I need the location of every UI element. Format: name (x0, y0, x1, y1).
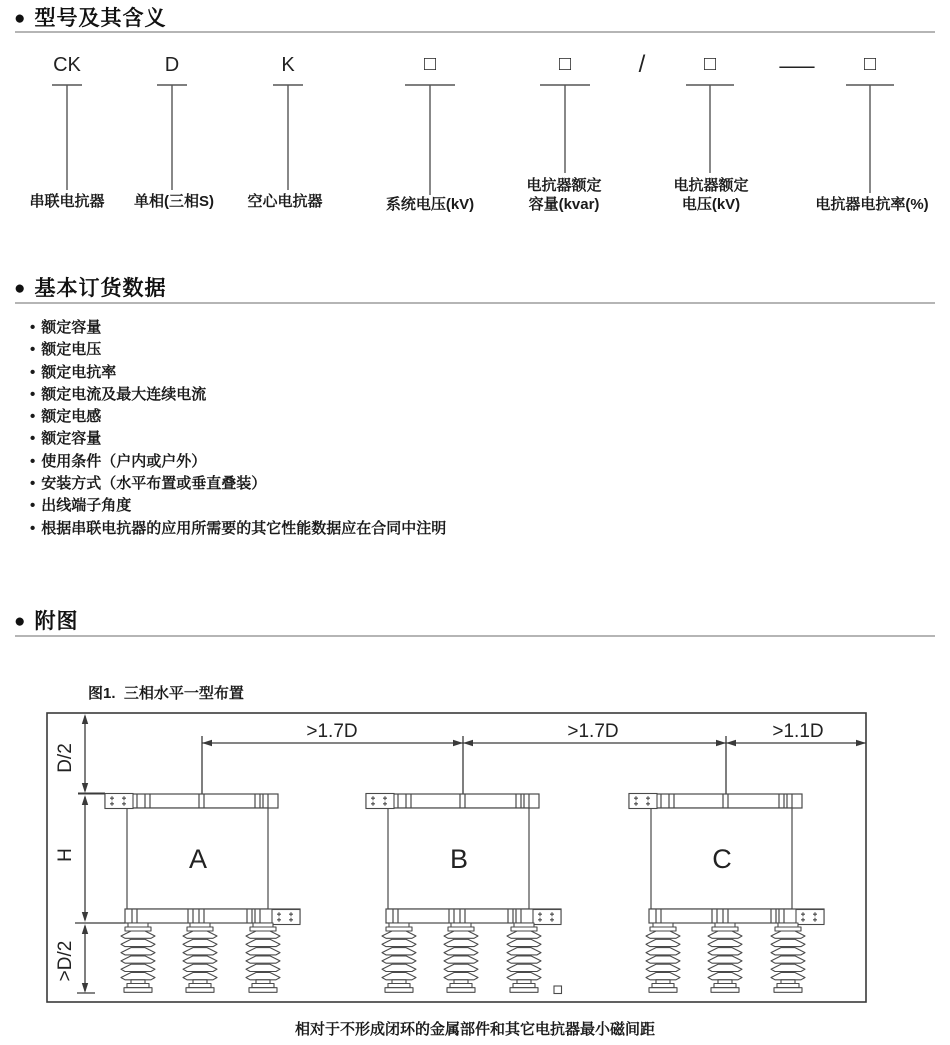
model-code-slash: / (638, 51, 646, 78)
list-item: • 使用条件（户内或户外） (30, 452, 207, 470)
section-bullet-icon: ● (14, 610, 26, 632)
model-code-box-voltage: □ (703, 53, 717, 75)
list-item: • 额定电抗率 (30, 363, 117, 381)
list-item: • 安装方式（水平布置或垂直叠装） (30, 475, 267, 493)
bullet-icon: • (30, 385, 36, 403)
figure-caption: 相对于不形成闭环的金属部件和其它电抗器最小磁间距 (294, 1021, 655, 1038)
dim-bc: >1.7D (567, 721, 619, 742)
label-reactance-rate: 电抗器电抗率(%) (815, 196, 929, 213)
model-code-box-voltage-sys: □ (423, 53, 437, 75)
bullet-icon: • (30, 519, 36, 537)
bullet-icon: • (30, 408, 36, 426)
dim-ab: >1.7D (306, 721, 358, 742)
bullet-icon: • (30, 341, 36, 359)
list-item: • 出线端子角度 (30, 497, 132, 515)
figure-1-label: 图1. 三相水平一型布置 (88, 685, 244, 702)
bullet-icon: • (30, 475, 36, 493)
left-dimension-line (55, 714, 125, 993)
section-bullet-icon: ● (14, 7, 26, 29)
section-bullet-icon: ● (14, 277, 26, 299)
section-ordering-header (14, 272, 166, 302)
reactor-b-letter: B (449, 844, 469, 874)
section-rule (15, 31, 935, 33)
label-series-reactor: 串联电抗器 (29, 193, 105, 210)
bullet-icon: • (30, 319, 36, 336)
label-phase: 单相(三相S) (134, 193, 214, 210)
list-item: • 额定电感 (30, 408, 102, 426)
model-code-dash: — (779, 53, 815, 78)
model-code-phase: D (164, 54, 180, 76)
list-item: • 额定容量 (30, 430, 102, 448)
connector-lines (52, 85, 894, 195)
bullet-icon: • (30, 452, 36, 470)
label-system-voltage: 系统电压(kV) (385, 196, 475, 213)
section-figure-header (14, 605, 78, 635)
small-square-marker (554, 986, 562, 994)
figure-1-diagram (45, 710, 870, 1005)
bullet-icon: • (30, 430, 36, 448)
list-item: • 额定电流及最大连续电流 (30, 385, 207, 403)
label-air-core: 空心电抗器 (247, 193, 323, 210)
dim-d2: D/2 (55, 743, 76, 773)
section-ordering-title: 基本订货数据 (34, 277, 167, 300)
model-code-core: K (281, 54, 295, 76)
label-rated-capacity: 电抗器额定 容量(kvar) (526, 177, 602, 213)
list-item: • 额定容量 (30, 319, 102, 336)
bullet-icon: • (30, 363, 36, 381)
section-model-title: 型号及其含义 (34, 7, 167, 30)
reactor-a-letter: A (188, 844, 208, 874)
section-rule (15, 635, 935, 637)
list-item: • 根据串联电抗器的应用所需要的其它性能数据应在合同中注明 (30, 519, 447, 537)
section-figure-title: 附图 (34, 610, 79, 633)
dim-gd2: >D/2 (55, 940, 76, 982)
reactor-c-letter: C (712, 844, 732, 874)
top-dimension-line (202, 721, 866, 794)
model-code-box-capacity: □ (558, 53, 572, 75)
section-rule (15, 302, 935, 304)
dim-h: H (55, 848, 76, 862)
label-rated-voltage: 电抗器额定 电压(kV) (673, 177, 749, 213)
bullet-icon: • (30, 497, 36, 515)
dim-c-wall: >1.1D (772, 721, 824, 742)
model-code-box-rate: □ (863, 53, 877, 75)
list-item: • 额定电压 (30, 341, 102, 359)
model-code-prefix: CK (53, 54, 81, 76)
section-model-header (14, 2, 166, 32)
ordering-data-list (30, 317, 446, 540)
